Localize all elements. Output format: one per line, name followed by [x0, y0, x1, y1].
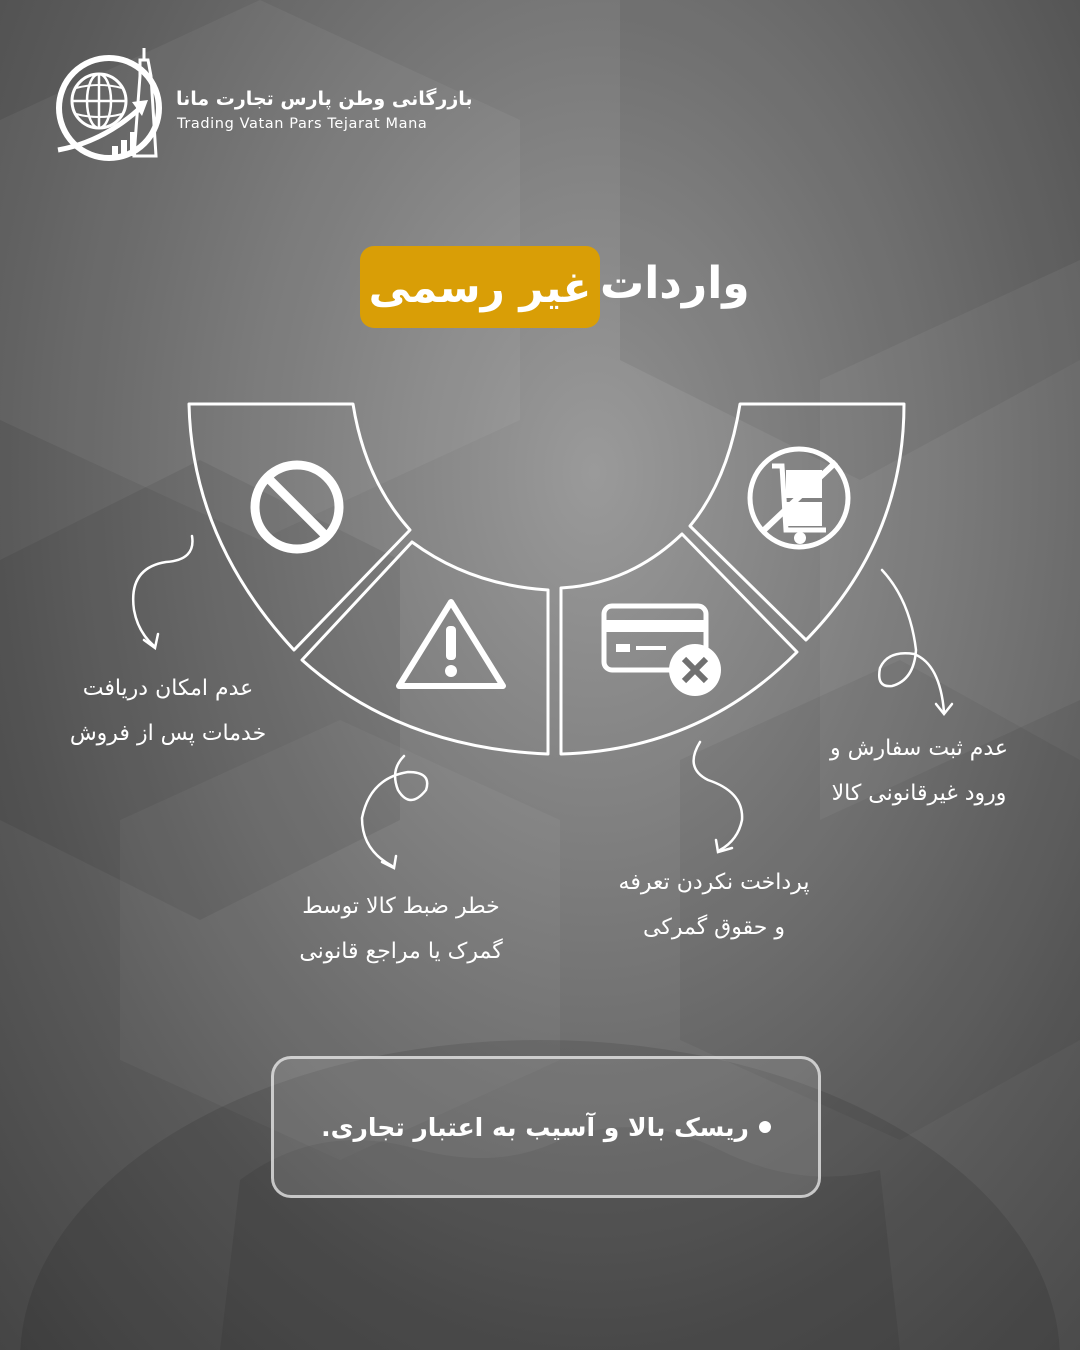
label-illegal-entry-line-1: عدم ثبت سفارش و [829, 736, 1008, 761]
warning-icon [399, 602, 503, 686]
segment-right-inner [561, 534, 797, 754]
arrow-3 [694, 742, 743, 850]
brand-name-fa: بازرگانی وطن پارس تجارت مانا [176, 88, 473, 110]
label-seizure-risk-line-1: خطر ضبط کالا توسط [302, 894, 500, 919]
brand-name-en: Trading Vatan Pars Tejarat Mana [177, 116, 428, 132]
label-seizure-risk-line-2: گمرک یا مراجع قانونی [299, 939, 503, 964]
bottom-note-box [271, 1056, 821, 1198]
title-highlight-text: غیر رسمی [368, 262, 592, 312]
no-cart-icon [750, 449, 848, 547]
bullet-icon [759, 1121, 771, 1133]
segment-left-outer [189, 404, 410, 650]
label-illegal-entry-line-2: ورود غیرقانونی کالا [831, 781, 1007, 806]
label-seizure-risk [276, 884, 526, 974]
card-cancel-icon [604, 606, 721, 696]
label-no-tariff-line-2: و حقوق گمرکی [643, 915, 785, 940]
label-after-sales-line-1: عدم امکان دریافت [82, 676, 254, 701]
label-after-sales [52, 666, 284, 756]
label-no-tariff-line-1: پرداخت نکردن تعرفه [618, 870, 810, 895]
label-after-sales-line-2: خدمات پس از فروش [69, 721, 267, 746]
arrow-1 [133, 536, 192, 646]
arrow-2 [362, 756, 427, 866]
arrow-4 [879, 570, 944, 712]
arrow-2-head [382, 856, 396, 868]
no-entry-icon [255, 465, 339, 549]
label-illegal-entry [806, 726, 1032, 816]
label-no-tariff [592, 860, 836, 950]
page-title: واردات [600, 258, 750, 309]
bottom-note-text: ریسک بالا و آسیب به اعتبار تجاری. [321, 1112, 749, 1142]
